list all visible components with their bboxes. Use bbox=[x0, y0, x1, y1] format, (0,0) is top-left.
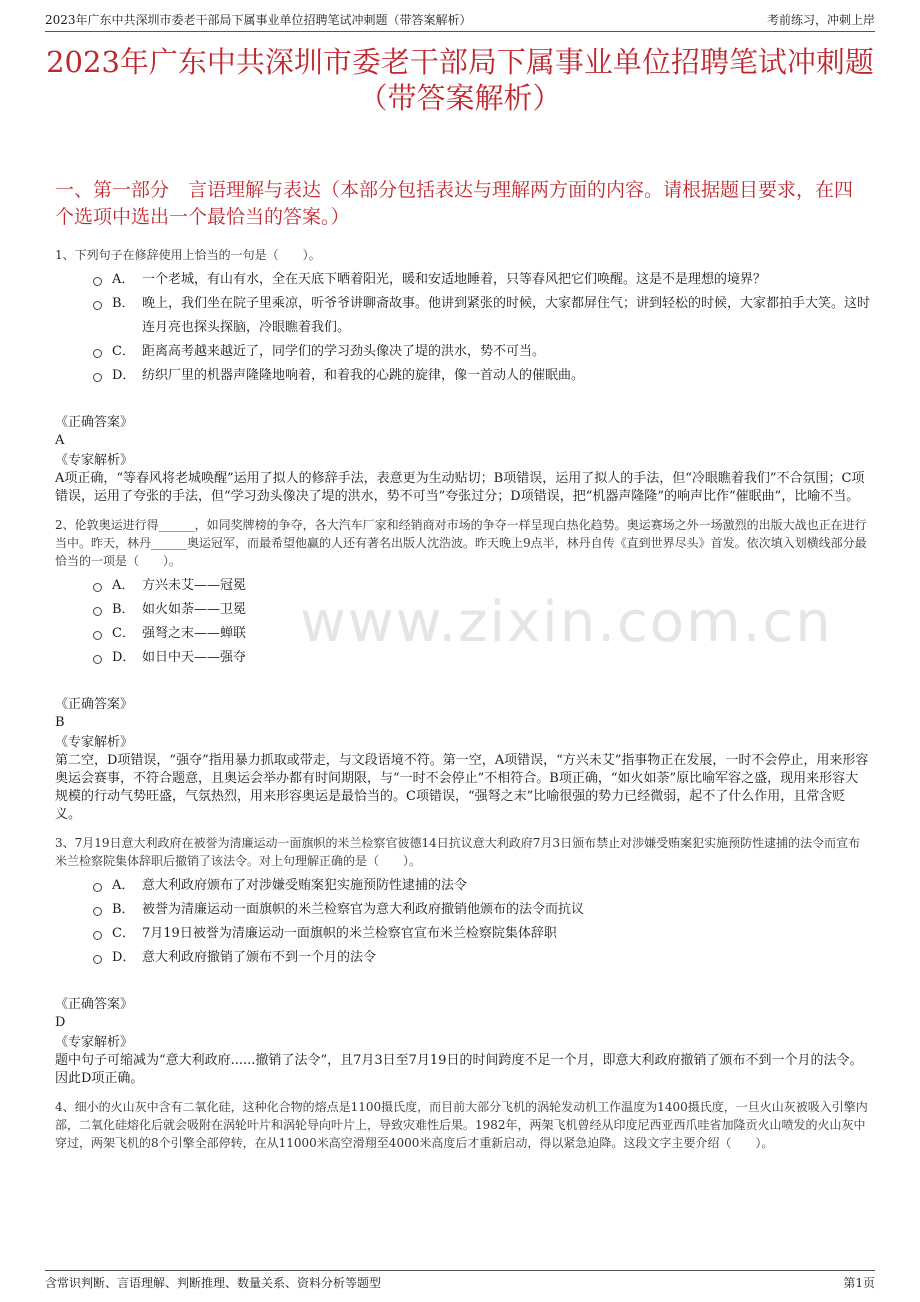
option-a[interactable]: A． 意大利政府颁布了对涉嫌受贿案犯实施预防性逮捕的法令 bbox=[93, 874, 870, 898]
question-stem: 1、下列句子在修辞使用上恰当的一句是（ ）。 bbox=[55, 248, 321, 262]
footer-description: 含常识判断、言语理解、判断推理、数量关系、资料分析等题型 bbox=[45, 1276, 382, 1290]
radio-icon[interactable] bbox=[93, 277, 102, 286]
radio-icon[interactable] bbox=[93, 655, 102, 664]
radio-icon[interactable] bbox=[93, 955, 102, 964]
question-3 bbox=[55, 834, 870, 1088]
option-d[interactable]: D． 意大利政府撤销了颁布不到一个月的法令 bbox=[93, 946, 870, 970]
option-c[interactable]: C． 7月19日被誉为清廉运动一面旗帜的米兰检察官宣布米兰检察院集体辞职 bbox=[93, 922, 870, 946]
radio-icon[interactable] bbox=[93, 607, 102, 616]
question-stem: 2、伦敦奥运进行得______，如同奖牌榜的争夺，各大汽车厂家和经销商对市场的争夺一样呈现白热化趋势。奥运赛场之外一场激烈的出版大战也正在进行当中。昨天，林丹______奥运冠军，而最希望他赢的人还有著名出版人沈浩波。昨天晚上9点半，林丹自传《直到世界尽头》首发。依次填入划横线部分最恰当的一项是（ ）。 bbox=[55, 518, 867, 568]
page-footer bbox=[45, 1270, 875, 1296]
option-b[interactable]: B． 晚上，我们坐在院子里乘凉，听爷爷讲聊斋故事。他讲到紧张的时候，大家都屏住气；讲到轻松的时候，大家都拍手大笑。这时连月亮也探头探脑，冷眼瞧着我们。 bbox=[93, 292, 870, 340]
page-header bbox=[45, 8, 875, 32]
option-a[interactable]: A． 方兴未艾——冠冕 bbox=[93, 574, 870, 598]
explanation-label: 《专家解析》 bbox=[55, 1035, 134, 1050]
correct-answer: A bbox=[55, 433, 65, 448]
question-stem: 4、细小的火山灰中含有二氧化硅，这种化合物的熔点是1100摄氏度，而目前大部分飞机的涡轮发动机工作温度为1400摄氏度，一旦火山灰被吸入引擎内部，二氧化硅熔化后就会吸附在涡轮叶片和涡轮导向叶片上，导致灾难性后果。1982年，两架飞机曾经从印度尼西亚西爪哇省加隆贡火山喷发的火山灰中穿过，两架飞机的8个引擎全部停转，在从11000米高空滑翔至4000米高度后才重新启动，得以紧急迫降。这段文字主要介绍（ ）。 bbox=[55, 1100, 868, 1150]
answer-label: 《正确答案》 bbox=[55, 997, 134, 1012]
option-d[interactable]: D． 如日中天——强夺 bbox=[93, 646, 870, 670]
question-1 bbox=[55, 246, 870, 506]
answer-label: 《正确答案》 bbox=[55, 415, 134, 430]
option-c[interactable]: C． 距离高考越来越近了，同学们的学习劲头像决了堤的洪水，势不可当。 bbox=[93, 340, 870, 364]
question-4 bbox=[55, 1098, 870, 1152]
explanation-text: 第二空，D项错误，“强夺”指用暴力抓取或带走，与文段语境不符。第一空，A项错误，“方兴未艾”指事物正在发展，一时不会停止，用来形容奥运会赛事，不符合题意，且奥运会举办都有时间期限，与“一时不会停止”不相符合。B项正确，“如火如荼”原比喻军容之盛，现用来形容大规模的行动气势旺盛，气氛热烈，用来形容奥运是最恰当的。C项错误，“强弩之末”比喻很强的势力已经微弱，起不了什么作用，且常含贬义。 bbox=[55, 753, 869, 822]
option-a[interactable]: A． 一个老城，有山有水，全在天底下晒着阳光，暖和安适地睡着，只等春风把它们唤醒。这是不是理想的境界？ bbox=[93, 268, 870, 292]
radio-icon[interactable] bbox=[93, 301, 102, 310]
radio-icon[interactable] bbox=[93, 583, 102, 592]
question-stem: 3、7月19日意大利政府在被誉为清廉运动一面旗帜的米兰检察官彼德14日抗议意大利政府7月3日颁布禁止对涉嫌受贿案犯实施预防性逮捕的法令而宣布米兰检察院集体辞职后撤销了该法令。对上句理解正确的是（ ）。 bbox=[55, 836, 861, 868]
radio-icon[interactable] bbox=[93, 373, 102, 382]
page-number: 第1页 bbox=[843, 1276, 875, 1290]
section-heading: 一、第一部分 言语理解与表达（本部分包括表达与理解两方面的内容。请根据题目要求，在四个选项中选出一个最恰当的答案。） bbox=[55, 179, 854, 228]
explanation-text: 题中句子可缩减为“意大利政府......撤销了法令”，且7月3日至7月19日的时间跨度不足一个月，即意大利政府撤销了颁布不到一个月的法令。因此D项正确。 bbox=[55, 1053, 863, 1086]
option-c[interactable]: C． 强弩之末——蝉联 bbox=[93, 622, 870, 646]
header-slogan: 考前练习，冲刺上岸 bbox=[766, 13, 875, 27]
correct-answer: D bbox=[55, 1015, 66, 1030]
radio-icon[interactable] bbox=[93, 631, 102, 640]
radio-icon[interactable] bbox=[93, 931, 102, 940]
answer-label: 《正确答案》 bbox=[55, 697, 134, 712]
option-b[interactable]: B． 如火如荼——卫冕 bbox=[93, 598, 870, 622]
explanation-label: 《专家解析》 bbox=[55, 735, 134, 750]
question-2 bbox=[55, 516, 870, 824]
radio-icon[interactable] bbox=[93, 349, 102, 358]
questions-area bbox=[55, 246, 870, 1152]
watermark: www.zixin.com.cn bbox=[300, 590, 833, 655]
radio-icon[interactable] bbox=[93, 883, 102, 892]
header-doc-title: 2023年广东中共深圳市委老干部局下属事业单位招聘笔试冲刺题（带答案解析） bbox=[45, 13, 472, 27]
page-title: 2023年广东中共深圳市委老干部局下属事业单位招聘笔试冲刺题（带答案解析） bbox=[46, 45, 874, 115]
correct-answer: B bbox=[55, 715, 65, 730]
explanation-label: 《专家解析》 bbox=[55, 453, 134, 468]
option-d[interactable]: D． 纺织厂里的机器声隆隆地响着，和着我的心跳的旋律，像一首动人的催眠曲。 bbox=[93, 364, 870, 388]
option-b[interactable]: B． 被誉为清廉运动一面旗帜的米兰检察官为意大利政府撤销他颁布的法令而抗议 bbox=[93, 898, 870, 922]
explanation-text: A项正确，“等春风将老城唤醒”运用了拟人的修辞手法，表意更为生动贴切；B项错误，运用了拟人的手法，但“冷眼瞧着我们”不合氛围；C项错误，运用了夸张的手法，但“学习劲头像决了堤的洪水，势不可当”夸张过分；D项错误，把“机器声隆隆”的响声比作“催眠曲”，比喻不当。 bbox=[55, 471, 865, 504]
radio-icon[interactable] bbox=[93, 907, 102, 916]
